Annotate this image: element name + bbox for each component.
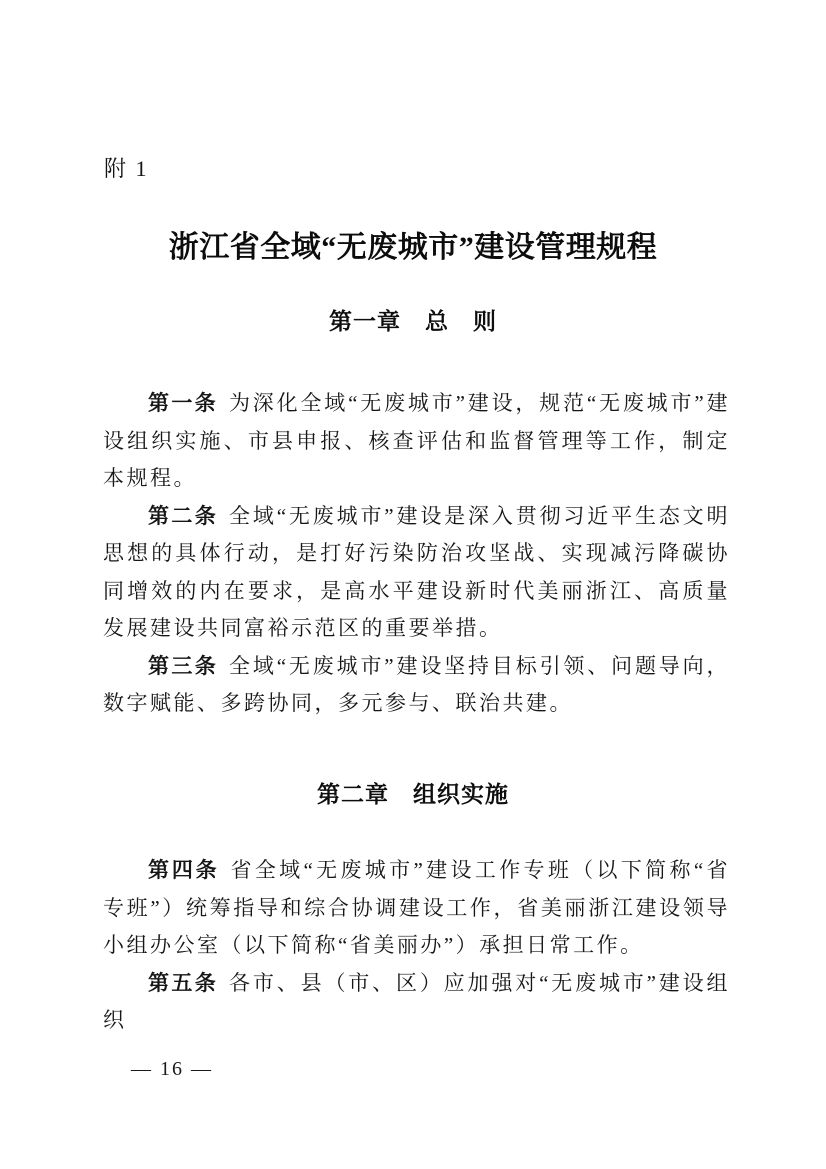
article-1 bbox=[103, 385, 730, 498]
chapter-2-body bbox=[103, 852, 730, 1040]
article-2-label: 第二条 bbox=[148, 504, 219, 528]
article-5 bbox=[103, 965, 730, 1040]
attachment-label: 附 1 bbox=[104, 156, 149, 181]
article-4-text: 省全域“无废城市”建设工作专班（以下简称“省专班”）统筹指导和综合协调建设工作，省美丽浙江建设领导小组办公室（以下简称“省美丽办”）承担日常工作。 bbox=[103, 858, 731, 957]
chapter-1-body bbox=[103, 385, 730, 723]
chapter-2-heading: 第二章 组织实施 bbox=[317, 781, 509, 807]
article-2 bbox=[103, 498, 730, 648]
article-5-text: 各市、县（市、区）应加强对“无废城市”建设组织 bbox=[103, 970, 731, 1032]
article-5-label: 第五条 bbox=[148, 971, 219, 995]
article-1-label: 第一条 bbox=[148, 392, 218, 415]
article-4 bbox=[103, 852, 730, 965]
chapter-1-heading: 第一章 总 则 bbox=[329, 308, 497, 334]
article-1-text: 为深化全域“无废城市”建设，规范“无废城市”建设组织实施、市县申报、核查评估和监督管理等工作，制定本规程。 bbox=[103, 391, 730, 490]
page-number: — 16 — bbox=[131, 1058, 213, 1080]
article-4-label: 第四条 bbox=[148, 859, 220, 882]
article-3-text: 全域“无废城市”建设坚持目标引领、问题导向，数字赋能、多跨协同，多元参与、联治共建。 bbox=[103, 653, 731, 715]
article-3 bbox=[103, 648, 730, 723]
document-title: 浙江省全域“无废城市”建设管理规程 bbox=[168, 231, 658, 264]
article-2-text: 全域“无废城市”建设是深入贯彻习近平生态文明思想的具体行动，是打好污染防治攻坚战、实现减污降碳协同增效的内在要求，是高水平建设新时代美丽浙江、高质量发展建设共同富裕示范区的重要举措。 bbox=[103, 503, 731, 640]
article-3-label: 第三条 bbox=[148, 654, 219, 678]
